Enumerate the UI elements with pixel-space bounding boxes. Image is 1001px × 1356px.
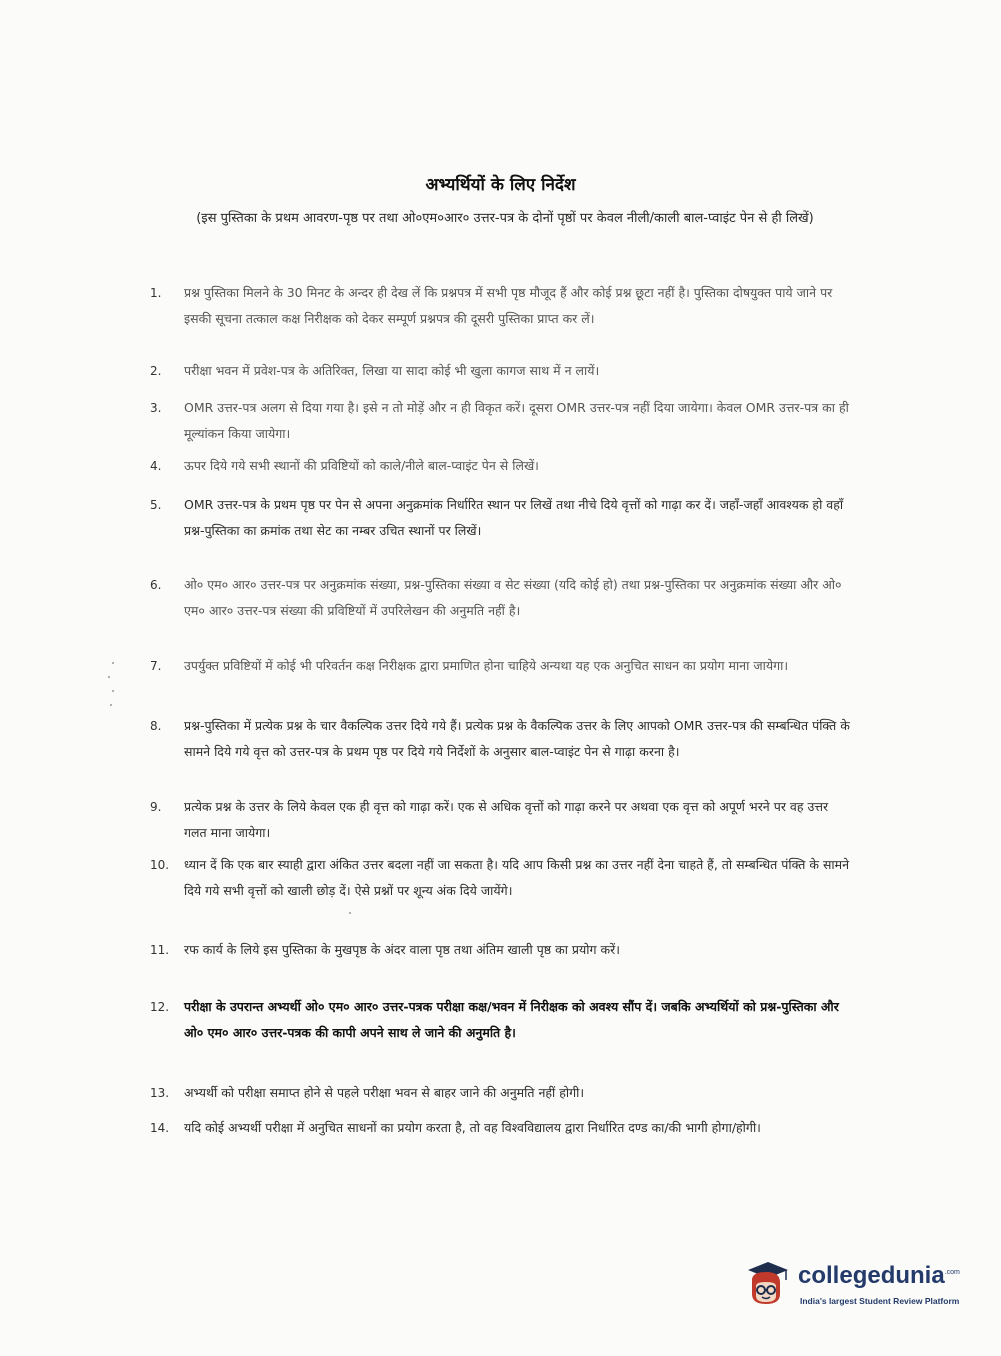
instruction-number: 5.: [150, 498, 162, 512]
instruction-number: 13.: [150, 1086, 170, 1100]
page-subtitle: (इस पुस्तिका के प्रथम आवरण-पृष्ठ पर तथा ओ०एम०आर० उत्तर-पत्र के दोनों पृष्ठों पर केवल नीली/काली बाल-प्वाइंट पेन से ही लिखें): [196, 211, 814, 226]
instruction-number: 1.: [150, 286, 162, 300]
instruction-item: [150, 937, 850, 963]
logo-wordmark: collegedunia$^{.com}$: [798, 1262, 960, 1289]
instruction-item: [150, 653, 850, 679]
instruction-number: 3.: [150, 401, 162, 415]
instruction-number: 8.: [150, 719, 162, 733]
instruction-text: OMR उत्तर-पत्र के प्रथम पृष्ठ पर पेन से अपना अनुक्रमांक निर्धारित स्थान पर लिखें तथा नीचे दिये वृत्तों को गाढ़ा कर दें। जहाँ-जहाँ आवश्यक हो वहाँ प्रश्न-पुस्तिका का क्रमांक तथा सेट का नम्बर उचित स्थानों पर लिखें।: [184, 497, 844, 538]
instruction-item: [150, 713, 850, 765]
instruction-item: [150, 794, 850, 846]
scan-speck: [112, 662, 114, 664]
instruction-item: [150, 395, 850, 447]
instruction-text: प्रश्न पुस्तिका मिलने के 30 मिनट के अन्दर ही देख लें कि प्रश्नपत्र में सभी पृष्ठ मौजूद हैं और कोई प्रश्न छूटा नहीं है। पुस्तिका दोषयुक्त पाये जाने पर इसकी सूचना तत्काल कक्ष निरीक्षक को देकर सम्पूर्ण प्रश्नपत्र की दूसरी पुस्तिका प्राप्त कर लें।: [184, 285, 833, 326]
scan-speck: [110, 704, 112, 706]
instruction-item: [150, 492, 850, 544]
instruction-number: 12.: [150, 1000, 170, 1014]
page-title: अभ्यर्थियों के लिए निर्देश: [425, 175, 576, 195]
instruction-text: रफ कार्य के लिये इस पुस्तिका के मुखपृष्ठ के अंदर वाला पृष्ठ तथा अंतिम खाली पृष्ठ का प्रयोग करें।: [184, 942, 620, 957]
instruction-item: [150, 994, 850, 1046]
instruction-number: 4.: [150, 459, 162, 473]
instruction-number: 6.: [150, 578, 162, 592]
scan-speck: [108, 676, 110, 678]
instruction-item: [150, 1115, 850, 1141]
instruction-text: ध्यान दें कि एक बार स्याही द्वारा अंकित उत्तर बदला नहीं जा सकता है। यदि आप किसी प्रश्न का उत्तर नहीं देना चाहते हैं, तो सम्बन्धित पंक्ति के सामने दिये गये सभी वृत्तों को खाली छोड़ दें। ऐसे प्रश्नों पर शून्य अंक दिये जायेंगे।: [184, 857, 850, 898]
instruction-text: अभ्यर्थी को परीक्षा समाप्त होने से पहले परीक्षा भवन से बाहर जाने की अनुमति नहीं होगी।: [184, 1085, 585, 1100]
instruction-number: 14.: [150, 1121, 170, 1135]
graduate-mascot-icon: [742, 1258, 790, 1308]
instruction-text: परीक्षा के उपरान्त अभ्यर्थी ओ० एम० आर० उत्तर-पत्रक परीक्षा कक्ष/भवन में निरीक्षक को अवश्य सौंप दें। जबकि अभ्यर्थियों को प्रश्न-पुस्तिका और ओ० एम० आर० उत्तर-पत्रक की कापी अपने साथ ले जाने की अनुमति है।: [184, 999, 839, 1040]
logo-tagline: India's largest Student Review Platform: [800, 1296, 960, 1306]
instruction-text: यदि कोई अभ्यर्थी परीक्षा में अनुचित साधनों का प्रयोग करता है, तो वह विश्वविद्यालय द्वारा निर्धारित दण्ड का/की भागी होगा/होगी।: [184, 1120, 761, 1135]
instruction-text: प्रत्येक प्रश्न के उत्तर के लिये केवल एक ही वृत्त को गाढ़ा करें। एक से अधिक वृत्तों को गाढ़ा करने पर अथवा एक वृत्त को अपूर्ण भरने पर वह उत्तर गलत माना जायेगा।: [184, 799, 829, 840]
instruction-text: परीक्षा भवन में प्रवेश-पत्र के अतिरिक्त, लिखा या सादा कोई भी खुला कागज साथ में न लायें।: [184, 363, 600, 378]
instruction-item: [150, 852, 850, 904]
instruction-number: 7.: [150, 659, 162, 673]
instruction-number: 2.: [150, 364, 162, 378]
scan-speck: [349, 912, 351, 914]
instruction-item: [150, 572, 850, 624]
instruction-item: [150, 1080, 850, 1106]
instruction-number: 10.: [150, 858, 170, 872]
instruction-number: 9.: [150, 800, 162, 814]
instruction-text: ओ० एम० आर० उत्तर-पत्र पर अनुक्रमांक संख्या, प्रश्न-पुस्तिका संख्या व सेट संख्या (यदि कोई हो) तथा प्रश्न-पुस्तिका पर अनुक्रमांक संख्या और ओ० एम० आर० उत्तर-पत्र संख्या की प्रविष्टियों में उपरिलेखन की अनुमति नहीं है।: [184, 577, 842, 618]
instruction-text: OMR उत्तर-पत्र अलग से दिया गया है। इसे न तो मोड़ें और न ही विकृत करें। दूसरा OMR उत्तर-पत्र नहीं दिया जायेगा। केवल OMR उत्तर-पत्र का ही मूल्यांकन किया जायेगा।: [184, 400, 849, 441]
instruction-text: उपर्युक्त प्रविष्टियों में कोई भी परिवर्तन कक्ष निरीक्षक द्वारा प्रमाणित होना चाहिये अन्यथा यह एक अनुचित साधन का प्रयोग माना जायेगा।: [184, 658, 789, 673]
instruction-item: [150, 280, 850, 332]
instruction-item: [150, 453, 850, 479]
instruction-item: [150, 358, 850, 384]
scan-speck: [112, 690, 114, 692]
instruction-number: 11.: [150, 943, 170, 957]
instruction-text: प्रश्न-पुस्तिका में प्रत्येक प्रश्न के चार वैकल्पिक उत्तर दिये गये हैं। प्रत्येक प्रश्न के वैकल्पिक उत्तर के लिए आपको OMR उत्तर-पत्र की सम्बन्धित पंक्ति के सामने दिये गये वृत्त को उत्तर-पत्र के प्रथम पृष्ठ पर दिये गये निर्देशों के अनुसार बाल-प्वाइंट पेन से गाढ़ा करना है।: [184, 718, 850, 759]
collegedunia-logo: [742, 1254, 972, 1314]
instruction-text: ऊपर दिये गये सभी स्थानों की प्रविष्टियों को काले/नीले बाल-प्वाइंट पेन से लिखें।: [184, 458, 539, 473]
